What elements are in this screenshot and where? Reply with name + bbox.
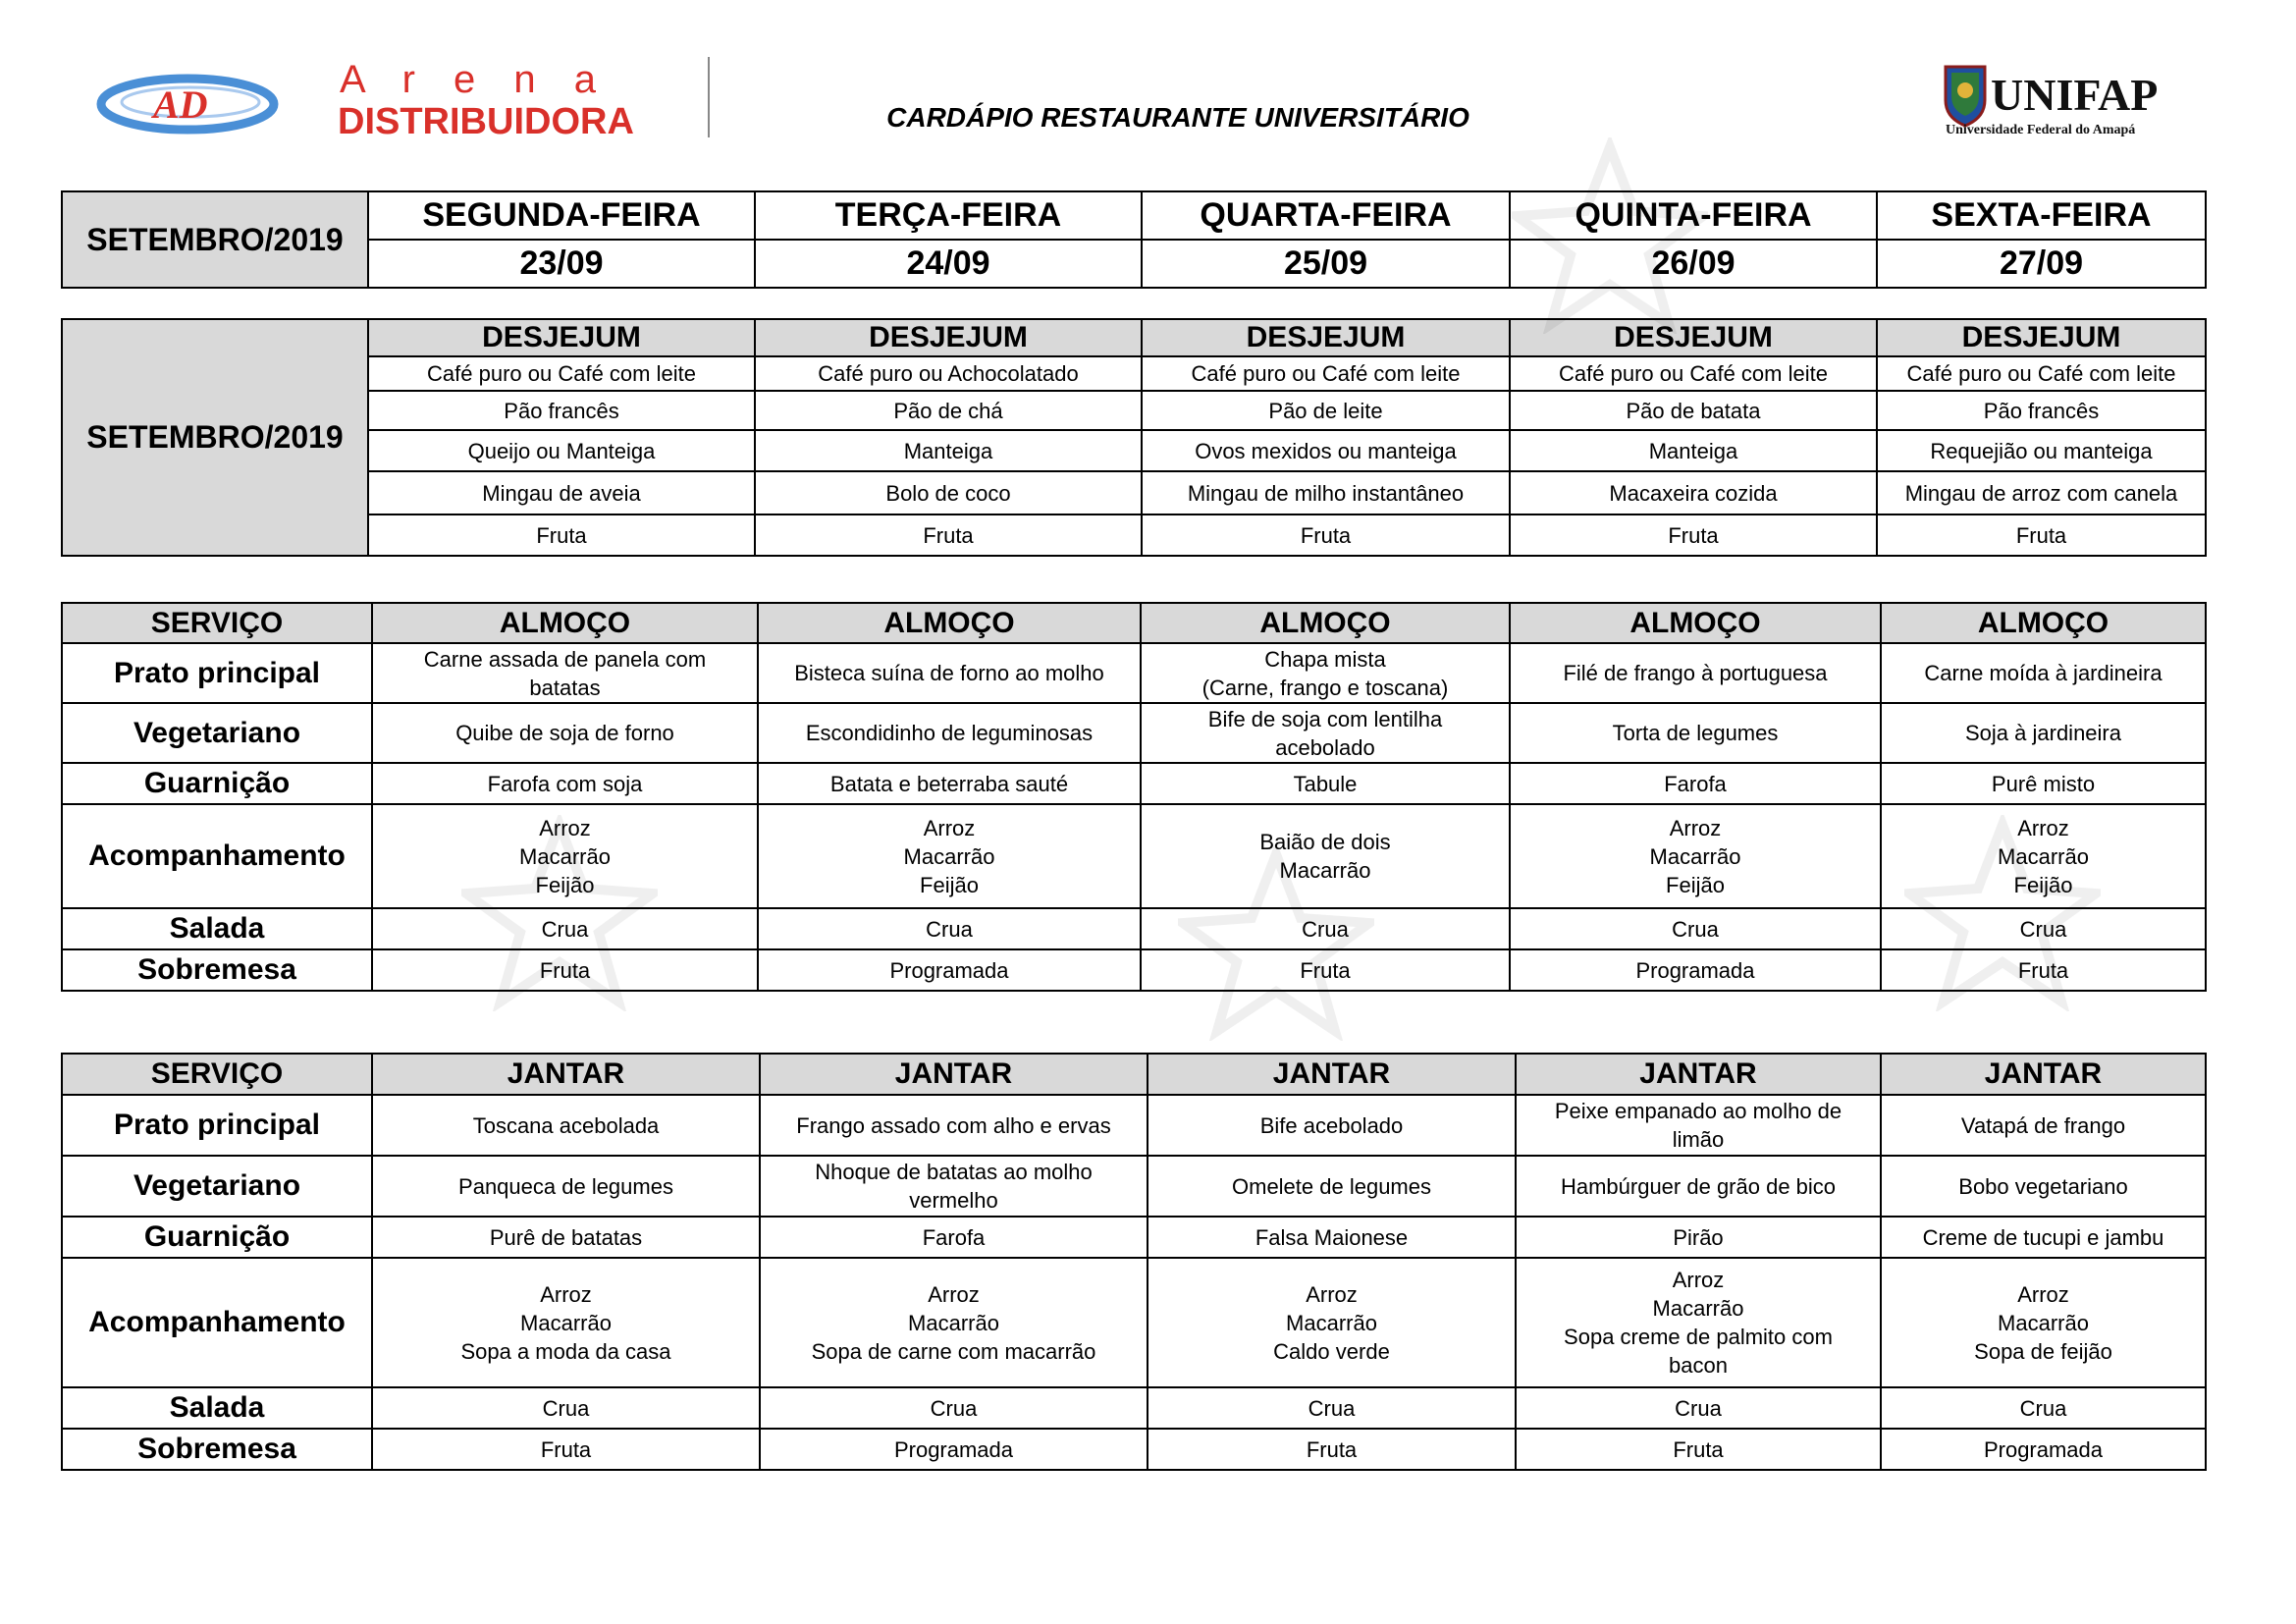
cell-line: Macarrão [520,1310,612,1335]
cell-line: Purê de batatas [489,1224,643,1250]
cell-line: Programada [889,957,1009,983]
lunch-cell [1881,804,2206,908]
lunch-cell [1881,908,2206,949]
dinner-cell [1516,1387,1881,1429]
cell-line: Fruta [540,1436,592,1462]
breakfast-cell: Queijo ou Manteiga [368,430,755,471]
breakfast-header: DESJEJUM [368,319,755,356]
breakfast-cell: Pão de batata [1510,391,1877,430]
cell-line: Macarrão [1279,858,1371,883]
day-date: 23/09 [368,240,755,288]
lunch-cell [1141,908,1510,949]
cell-line: Crua [1672,916,1719,942]
cell-line: Hambúrguer de grão de bico [1560,1173,1837,1199]
breakfast-cell: Mingau de aveia [368,471,755,514]
cell-line: Feijão [2013,872,2073,897]
cell-line: Sopa de carne com macarrão [811,1338,1096,1364]
cell-line: Filé de frango à portuguesa [1563,661,1828,685]
cell-line: Torta de legumes [1612,721,1779,745]
cell-line: Crua [542,1395,590,1421]
page-title: CARDÁPIO RESTAURANTE UNIVERSITÁRIO [886,102,1469,133]
day-name: QUARTA-FEIRA [1142,191,1510,240]
lunch-cell [1510,949,1881,991]
dinner-cell [760,1095,1148,1156]
lunch-cell [758,703,1141,763]
lunch-cell [758,804,1141,908]
lunch-header: ALMOÇO [1141,603,1510,643]
cell-line: Pirão [1673,1224,1724,1250]
cell-line: Macarrão [1652,1296,1744,1321]
lunch-cell [1510,908,1881,949]
cell-line: Crua [2019,916,2067,942]
cell-line: Macarrão [1286,1310,1377,1335]
lunch-cell [1881,949,2206,991]
cell-line: Quibe de soja de forno [455,721,674,745]
dinner-cell [1516,1258,1881,1387]
cell-line: Soja à jardineira [1965,721,2121,745]
lunch-cell [1141,643,1510,703]
cell-line: Crua [1308,1395,1356,1421]
lunch-cell [1881,703,2206,763]
day-date: 26/09 [1510,240,1877,288]
cell-line: Batata e beterraba sauté [829,771,1069,796]
cell-line: Fruta [1300,957,1351,983]
lunch-cell [1141,949,1510,991]
breakfast-cell: Macaxeira cozida [1510,471,1877,514]
breakfast-cell: Café puro ou Achocolatado [755,356,1142,391]
cell-line: Programada [893,1436,1014,1462]
cell-line: Purê misto [1991,771,2096,796]
breakfast-cell: Café puro ou Café com leite [368,356,755,391]
cell-line: Bife acebolado [1259,1112,1404,1138]
row-label: Sobremesa [62,949,372,991]
lunch-cell [372,804,758,908]
cell-line: Crua [1302,916,1349,942]
cell-line: Chapa mista [1264,646,1386,672]
lunch-cell [1510,643,1881,703]
dinner-cell [1516,1429,1881,1470]
row-label: Sobremesa [62,1429,372,1470]
arena-distribuidora-logo [94,53,722,141]
cell-line: Macarrão [519,843,611,869]
cell-line: Escondidinho de leguminosas [805,721,1094,745]
breakfast-cell: Fruta [1877,514,2206,556]
lunch-cell [372,643,758,703]
row-label: Prato principal [62,643,372,703]
cell-line: Macarrão [1998,843,2089,869]
dinner-cell [1148,1258,1516,1387]
dinner-cell [760,1387,1148,1429]
cell-line: Crua [1675,1395,1722,1421]
dinner-cell [372,1095,760,1156]
lunch-header: ALMOÇO [372,603,758,643]
cell-line: Tabule [1293,771,1358,796]
cell-line: Macarrão [908,1310,999,1335]
lunch-cell [758,763,1141,804]
dinner-cell [1148,1095,1516,1156]
day-date: 25/09 [1142,240,1510,288]
breakfast-cell: Manteiga [755,430,1142,471]
row-label: Acompanhamento [62,804,372,908]
dinner-cell [1148,1156,1516,1217]
dinner-header: JANTAR [1148,1054,1516,1095]
breakfast-header: DESJEJUM [755,319,1142,356]
row-label: Prato principal [62,1095,372,1156]
cell-line: Feijão [1666,872,1725,897]
breakfast-header: DESJEJUM [1142,319,1510,356]
row-label: Guarnição [62,1217,372,1258]
cell-line: Arroz [539,815,591,840]
breakfast-cell: Ovos mexidos ou manteiga [1142,430,1510,471]
cell-line: Macarrão [903,843,995,869]
dinner-cell [1148,1387,1516,1429]
dinner-service-label: SERVIÇO [62,1054,372,1095]
breakfast-cell: Mingau de milho instantâneo [1142,471,1510,514]
day-name: SEXTA-FEIRA [1877,191,2206,240]
dinner-cell [1516,1217,1881,1258]
row-label: Salada [62,908,372,949]
cell-line: Carne moída à jardineira [1924,661,2163,685]
row-label: Vegetariano [62,1156,372,1217]
dinner-header: JANTAR [1516,1054,1881,1095]
row-label: Salada [62,1387,372,1429]
lunch-cell [1141,763,1510,804]
lunch-header: ALMOÇO [1881,603,2206,643]
cell-line: Macarrão [1998,1310,2089,1335]
dinner-cell [1881,1156,2206,1217]
lunch-cell [1141,804,1510,908]
dinner-cell [760,1217,1148,1258]
cell-line: Crua [930,1395,978,1421]
logo-text-distribuidora: DISTRIBUIDORA [338,101,634,141]
lunch-cell [1141,703,1510,763]
breakfast-month-label: SETEMBRO/2019 [62,319,368,556]
cell-line: Fruta [1306,1436,1358,1462]
month-label: SETEMBRO/2019 [62,191,368,288]
cell-line: Arroz [1306,1281,1358,1307]
lunch-header: ALMOÇO [758,603,1141,643]
cell-line: bacon [1669,1353,1728,1378]
cell-line: limão [1672,1127,1725,1152]
cell-line: Fruta [2017,957,2069,983]
dinner-cell [1148,1429,1516,1470]
breakfast-cell: Fruta [1510,514,1877,556]
cell-line: Peixe empanado ao molho de [1554,1099,1842,1123]
cell-line: Baião de dois [1259,830,1391,854]
cell-line: Bife de soja com lentilha [1207,706,1443,731]
lunch-cell [1510,703,1881,763]
cell-line: acebolado [1275,734,1375,760]
day-name: TERÇA-FEIRA [755,191,1142,240]
row-label: Vegetariano [62,703,372,763]
breakfast-cell: Café puro ou Café com leite [1510,356,1877,391]
dinner-cell [1881,1095,2206,1156]
cell-line: Omelete de legumes [1232,1173,1431,1199]
cell-line: Sopa de feijão [1974,1338,2112,1364]
lunch-cell [1881,763,2206,804]
cell-line: Feijão [535,872,595,897]
dinner-cell [1881,1258,2206,1387]
lunch-service-label: SERVIÇO [62,603,372,643]
dinner-cell [760,1156,1148,1217]
breakfast-cell: Mingau de arroz com canela [1877,471,2206,514]
day-name: QUINTA-FEIRA [1510,191,1877,240]
breakfast-cell: Fruta [1142,514,1510,556]
cell-line: Panqueca de legumes [458,1173,673,1199]
logo-text-arena: A r e n a [340,58,610,101]
cell-line: Farofa com soja [487,771,643,796]
breakfast-cell: Bolo de coco [755,471,1142,514]
breakfast-cell: Pão de chá [755,391,1142,430]
cell-line: Carne assada de panela com [423,646,707,672]
cell-line: Creme de tucupi e jambu [1922,1224,2164,1250]
cell-line: Crua [926,916,973,942]
cell-line: Arroz [928,1281,980,1307]
dinner-cell [372,1156,760,1217]
dinner-cell [1516,1095,1881,1156]
cell-line: Bisteca suína de forno ao molho [794,661,1104,685]
lunch-table [61,602,2207,992]
row-label: Acompanhamento [62,1258,372,1387]
breakfast-header: DESJEJUM [1877,319,2206,356]
cell-line: Sopa creme de palmito com [1564,1325,1833,1349]
cell-line: Caldo verde [1273,1338,1390,1364]
unifap-logo [1942,57,2187,145]
dinner-header: JANTAR [372,1054,760,1095]
cell-line: Farofa [922,1224,986,1250]
lunch-header: ALMOÇO [1510,603,1881,643]
lunch-cell [1510,804,1881,908]
cell-line: Arroz [540,1281,592,1307]
cell-line: Arroz [1669,815,1722,840]
dinner-cell [1881,1217,2206,1258]
dinner-cell [372,1217,760,1258]
row-label: Guarnição [62,763,372,804]
breakfast-cell: Pão francês [368,391,755,430]
breakfast-cell: Pão francês [1877,391,2206,430]
dinner-cell [372,1429,760,1470]
cell-line: Arroz [2017,815,2069,840]
lunch-cell [1881,643,2206,703]
breakfast-cell: Pão de leite [1142,391,1510,430]
cell-line: Nhoque de batatas ao molho [815,1160,1093,1184]
breakfast-cell: Fruta [755,514,1142,556]
cell-line: Vatapá de frango [1960,1112,2126,1138]
cell-line: Toscana acebolada [472,1112,660,1138]
lunch-cell [372,949,758,991]
dinner-cell [1516,1156,1881,1217]
unifap-subtitle: Universidade Federal do Amapá [1946,123,2136,137]
cell-line: Programada [1635,957,1755,983]
dinner-cell [760,1258,1148,1387]
cell-line: Arroz [923,815,976,840]
dinner-cell [372,1387,760,1429]
dinner-header: JANTAR [1881,1054,2206,1095]
dinner-header: JANTAR [760,1054,1148,1095]
dinner-cell [1881,1429,2206,1470]
dinner-cell [1881,1387,2206,1429]
cell-line: Fruta [539,957,591,983]
day-date: 27/09 [1877,240,2206,288]
cell-line: Farofa [1664,771,1727,796]
cell-line: vermelho [909,1188,998,1213]
cell-line: Sopa a moda da casa [460,1338,671,1364]
cell-line: (Carne, frango e toscana) [1201,675,1449,700]
cell-line: Bobo vegetariano [1958,1173,2128,1199]
lunch-cell [758,949,1141,991]
dinner-cell [372,1258,760,1387]
lunch-cell [1510,763,1881,804]
breakfast-cell: Manteiga [1510,430,1877,471]
lunch-cell [758,908,1141,949]
cell-line: Crua [2019,1395,2067,1421]
logo-mark: AD [153,82,208,127]
cell-line: Feijão [920,872,979,897]
lunch-cell [372,908,758,949]
cell-line: Fruta [1673,1436,1724,1462]
breakfast-cell: Requejião ou manteiga [1877,430,2206,471]
breakfast-header: DESJEJUM [1510,319,1877,356]
breakfast-cell: Café puro ou Café com leite [1877,356,2206,391]
day-name: SEGUNDA-FEIRA [368,191,755,240]
day-date: 24/09 [755,240,1142,288]
cell-line: Crua [541,916,589,942]
dinner-cell [1148,1217,1516,1258]
cell-line: Frango assado com alho e ervas [796,1112,1111,1138]
dinner-table [61,1053,2207,1471]
unifap-name: UNIFAP [1991,70,2159,120]
days-table [61,190,2207,289]
cell-line: Falsa Maionese [1255,1224,1409,1250]
lunch-cell [758,643,1141,703]
cell-line: Macarrão [1649,843,1741,869]
dinner-cell [760,1429,1148,1470]
lunch-cell [372,703,758,763]
cell-line: batatas [529,675,601,700]
lunch-cell [372,763,758,804]
breakfast-table [61,318,2207,557]
cell-line: Programada [1983,1436,2104,1462]
cell-line: Arroz [1672,1268,1725,1292]
breakfast-cell: Café puro ou Café com leite [1142,356,1510,391]
breakfast-cell: Fruta [368,514,755,556]
cell-line: Arroz [2017,1281,2069,1307]
